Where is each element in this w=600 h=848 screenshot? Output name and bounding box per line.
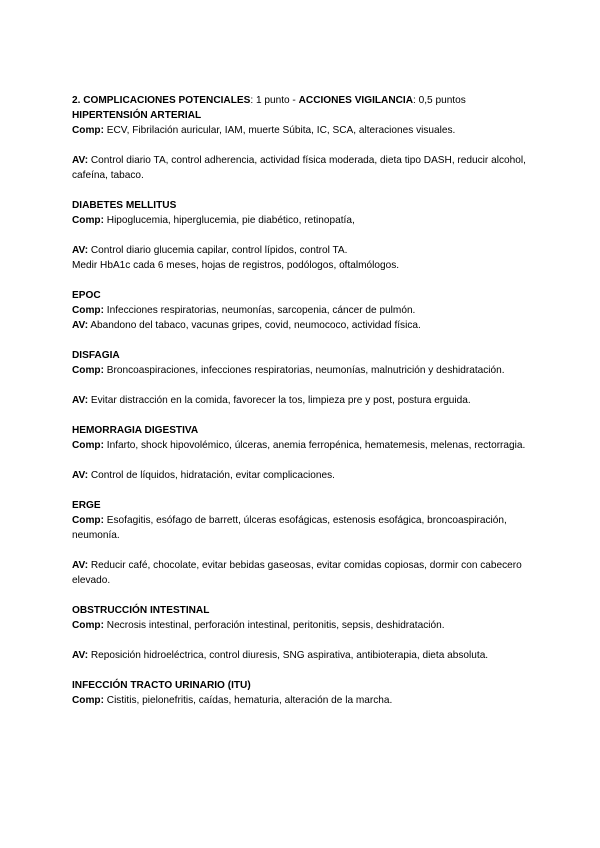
actions-line: [72, 393, 532, 408]
comp-label: Comp:: [72, 440, 104, 451]
complications-line: [72, 693, 532, 708]
complications-line: [72, 213, 532, 228]
av-label: AV:: [72, 650, 89, 661]
comp-label: Comp:: [72, 620, 104, 631]
av-text: Control diario glucemia capilar, control lípidos, control TA.: [88, 245, 348, 256]
heading-points: : 1 punto -: [250, 95, 299, 106]
section-title: INFECCIÓN TRACTO URINARIO (ITU): [72, 680, 251, 691]
comp-text: Esofagitis, esófago de barrett, úlceras esofágicas, estenosis esofágica, broncoaspiración, neumonía.: [72, 515, 507, 541]
section-title: DIABETES MELLITUS: [72, 200, 177, 211]
heading-av-title: ACCIONES VIGILANCIA: [298, 95, 414, 106]
section-title: HIPERTENSIÓN ARTERIAL: [72, 110, 202, 121]
av-label: AV:: [72, 560, 89, 571]
section-hipertension: [72, 108, 532, 183]
complications-line: [72, 618, 532, 633]
av-text: Evitar distracción en la comida, favorecer la tos, limpieza pre y post, postura erguida.: [88, 395, 471, 406]
heading-title: 2. COMPLICACIONES POTENCIALES: [72, 95, 251, 106]
section-epoc: [72, 288, 532, 333]
comp-label: Comp:: [72, 695, 104, 706]
complications-line: [72, 303, 532, 318]
section-obstruccion: [72, 603, 532, 663]
section-disfagia: [72, 348, 532, 408]
comp-text: Infecciones respiratorias, neumonías, sarcopenia, cáncer de pulmón.: [103, 305, 416, 316]
section-title: EPOC: [72, 290, 101, 301]
complications-line: [72, 123, 532, 138]
comp-label: Comp:: [72, 515, 104, 526]
comp-text: Hipoglucemia, hiperglucemia, pie diabético, retinopatía,: [103, 215, 355, 226]
document-page: [72, 93, 532, 723]
actions-line: [72, 153, 532, 183]
av-text: Control diario TA, control adherencia, actividad física moderada, dieta tipo DASH, reducir alcohol, cafeína, tabaco.: [72, 155, 526, 181]
comp-label: Comp:: [72, 365, 104, 376]
actions-line: [72, 318, 532, 333]
actions-line: [72, 468, 532, 483]
actions-line: [72, 648, 532, 663]
heading-av-points: : 0,5 puntos: [413, 95, 466, 106]
section-title: OBSTRUCCIÓN INTESTINAL: [72, 605, 210, 616]
section-diabetes: [72, 198, 532, 273]
av-text: Control de líquidos, hidratación, evitar complicaciones.: [88, 470, 335, 481]
section-itu: [72, 678, 532, 708]
section-title: ERGE: [72, 500, 101, 511]
comp-label: Comp:: [72, 125, 104, 136]
av-label: AV:: [72, 155, 89, 166]
actions-line: [72, 243, 532, 258]
complications-line: [72, 513, 532, 543]
complications-line: [72, 438, 532, 453]
av-label: AV:: [72, 320, 89, 331]
comp-text: Infarto, shock hipovolémico, úlceras, anemia ferropénica, hematemesis, melenas, rectorragia.: [103, 440, 526, 451]
av-label: AV:: [72, 245, 89, 256]
av-text: Reducir café, chocolate, evitar bebidas gaseosas, evitar comidas copiosas, dormir con cabecero elevado.: [72, 560, 522, 586]
av-label: AV:: [72, 395, 89, 406]
av-text: Abandono del tabaco, vacunas gripes, covid, neumococo, actividad física.: [88, 320, 421, 331]
av-text: Reposición hidroeléctrica, control diuresis, SNG aspirativa, antibioterapia, dieta absoluta.: [88, 650, 489, 661]
comp-label: Comp:: [72, 215, 104, 226]
section-title: HEMORRAGIA DIGESTIVA: [72, 425, 199, 436]
comp-text: Broncoaspiraciones, infecciones respiratorias, neumonías, malnutrición y deshidratación.: [103, 365, 505, 376]
section-hemorragia: [72, 423, 532, 483]
section-title: DISFAGIA: [72, 350, 120, 361]
section-erge: [72, 498, 532, 588]
document-heading: [72, 93, 532, 108]
av-label: AV:: [72, 470, 89, 481]
comp-text: Necrosis intestinal, perforación intestinal, peritonitis, sepsis, deshidratación.: [103, 620, 445, 631]
actions-line: [72, 558, 532, 588]
comp-text: Cistitis, pielonefritis, caídas, hematuria, alteración de la marcha.: [103, 695, 393, 706]
comp-text: ECV, Fibrilación auricular, IAM, muerte Súbita, IC, SCA, alteraciones visuales.: [103, 125, 456, 136]
complications-line: [72, 363, 532, 378]
comp-label: Comp:: [72, 305, 104, 316]
actions-extra-line: Medir HbA1c cada 6 meses, hojas de registros, podólogos, oftalmólogos.: [72, 260, 400, 271]
